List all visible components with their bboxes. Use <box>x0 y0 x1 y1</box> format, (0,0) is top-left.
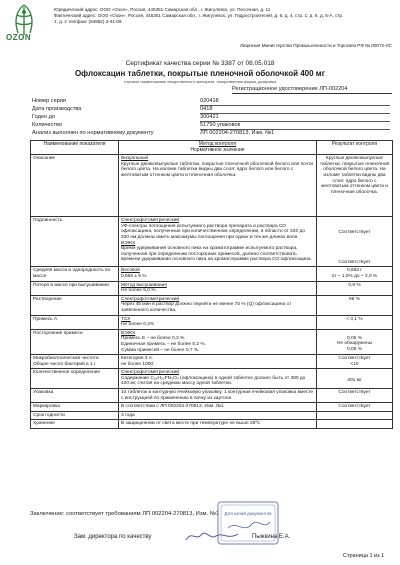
row-result <box>317 369 393 389</box>
row-norm: В соответствии с ЛП 002204-270813, Изм. №1 <box>119 403 317 412</box>
row-name <box>31 355 119 369</box>
row-norm-text: Не более 5,0 %. <box>121 288 157 294</box>
row-method: ВЭЖХ <box>121 240 136 246</box>
header-cell <box>119 141 317 155</box>
result-text: Соответствует <box>338 356 371 362</box>
result-text: от – 1,0% до + 2,0 % <box>331 273 378 279</box>
row-result: Соответствует <box>317 389 393 403</box>
row-result <box>317 329 393 354</box>
table-row <box>31 155 393 217</box>
row-method: Визуальный <box>121 156 149 162</box>
product-subtitle: торговое наименование лекарственного препарата, лекарственная форма, дозировка <box>123 80 277 84</box>
table-row <box>31 329 393 354</box>
result-text: 0,05 % <box>347 346 362 352</box>
row-method: Спектрофотометрический <box>121 218 180 224</box>
row-norm <box>119 217 317 267</box>
header-cell: Результат контроля <box>317 141 393 155</box>
field-label: Годен до <box>32 114 56 120</box>
row-method: ТСХ <box>121 316 131 322</box>
row-name: Количественное определение <box>31 369 119 389</box>
row-norm <box>119 295 317 315</box>
row-norm <box>119 267 317 281</box>
header-norm: Нормативное значение <box>190 146 245 153</box>
field-value: ЛП 002204-270813, Изм. №1 <box>200 130 275 136</box>
address-line: Юридический адрес: ООО «Озон», Россия, 445351 Самарская обл., г. Жигулевск, ул. Песочная, д. 11 <box>54 7 271 12</box>
row-name: Маркировка <box>31 403 119 412</box>
row-method: Метод высушивания <box>121 282 167 288</box>
conclusion: Заключение: соответствует требованиям ЛП 002204-270813, Изм. №1 <box>30 511 220 517</box>
row-name: Примесь А <box>31 315 119 329</box>
result-text: Соответствует <box>338 259 371 265</box>
logo-text: OZON <box>6 33 32 42</box>
row-norm <box>119 155 317 217</box>
field-label: Количество <box>32 122 63 128</box>
license-text: Лицензия Министерства Промышленности и Торговли РФ № 00072-ЛС <box>240 43 392 48</box>
table-row <box>31 295 393 315</box>
row-result <box>317 355 393 369</box>
row-result <box>317 267 393 281</box>
row-name: Описание <box>31 155 119 217</box>
row-norm <box>119 281 317 295</box>
page-number: Страница 1 из 1 <box>343 553 385 559</box>
row-norm: В защищенном от света месте при температуре не выше 25ºС <box>119 420 317 429</box>
table-row <box>31 355 393 369</box>
row-norm-text: Примесь Е – не более 0,3 %. <box>121 336 186 342</box>
row-norm <box>119 355 317 369</box>
address-line: Фактический адрес: ООО «Озон», Россия, 445351 Самарская обл., г. Жигулевск, ул. Гидростроителей, д. 6, д. 4, стр. 1; д. 6, д. 6-А, стр. <box>54 13 344 18</box>
address-line: 1; д. 2 тел/факс (84862) 3-41-09 <box>54 19 122 24</box>
result-text: 401 мг <box>347 378 362 384</box>
row-method: Спектрофотометрический <box>121 296 180 302</box>
row-result: < 0,1 % <box>317 315 393 329</box>
header-method: Метод контроля <box>198 141 237 147</box>
row-norm: 10 таблеток в контурную ячейковую упаковку, 1 контурная ячейковая упаковка вместе с инструкцией по применению в пачку из картона <box>119 389 317 403</box>
row-norm-text: Сумма примесей – не более 0,7 %. <box>121 347 200 353</box>
row-name-text: Общее число бактерий в 1 г <box>33 361 96 367</box>
row-name: Упаковка <box>31 389 119 403</box>
result-text: Соответствует <box>338 230 371 236</box>
table-row <box>31 281 393 295</box>
row-name: Растворение <box>31 295 119 315</box>
row-method: Весовой <box>121 268 140 274</box>
table-row <box>31 420 393 429</box>
table-row <box>31 369 393 389</box>
stamp-text: Для копий документов <box>224 511 272 516</box>
row-norm <box>119 329 317 354</box>
underline <box>200 105 390 106</box>
registration-number: Регистрационное удостоверение ЛП-002204 <box>232 86 348 92</box>
underline <box>200 113 390 114</box>
table-row <box>31 389 393 403</box>
result-text: Не обнаружены <box>336 341 373 347</box>
field-value: 0418 <box>200 106 213 112</box>
result-text: 0,05 % <box>347 335 362 341</box>
quality-table <box>30 140 393 429</box>
row-method: ВЭЖХ <box>121 330 136 336</box>
row-name: Хранение <box>31 420 119 429</box>
row-name: Подлинность <box>31 217 119 267</box>
field-label: Дата производства <box>32 106 82 112</box>
field-value: 020418 <box>200 98 219 104</box>
row-result: 0,8 % <box>317 281 393 295</box>
row-norm-text: 0,665 ± 5 % <box>121 273 147 279</box>
field-value: 51750 упаковок <box>200 122 241 128</box>
row-name: Потеря в массе при высушивании <box>31 281 119 295</box>
underline <box>232 93 392 94</box>
row-norm: 3 года <box>119 411 317 420</box>
row-norm-text: УФ-спектры поглощения испытуемого раствора препарата и раствора СО офлоксацина, полученные при количественном определении, в области от 220 до 330 нм должны иметь максимумы поглощения при одних и тех же длинах волн. <box>121 223 305 240</box>
result-text: 0,662 г <box>346 268 363 274</box>
row-result: Соответствует <box>317 403 393 412</box>
row-norm-text: Круглые двояковыпуклые таблетки, покрытые пленочной оболочкой белого или почти белого цвета. На изломе таблетки видны два слоя: ядро белого или белого с желтоватым оттенком цвета и пленочная оболочка. <box>121 161 314 178</box>
row-norm-text: Единичная примесь – не более 0,2 %. <box>121 341 206 347</box>
row-norm-text: Не более 0,2% <box>121 322 155 328</box>
product-name: Офлоксацин таблетки, покрытые пленочной оболочкой 400 мг <box>74 69 326 78</box>
ozon-logo-icon <box>8 3 40 37</box>
row-norm-text: Через 45 мин в раствор должно перейти не менее 75 % (Q) офлоксацина от заявленного количества. <box>121 302 292 313</box>
row-result: Круглые двояковыпуклые таблетки, покрытые пленочной оболочкой белого цвета. На изломе таблетки видны два слоя: ядро белого с желтоватым оттенком цвета и пленочная оболочка. <box>317 155 393 217</box>
signature-title: Зам. директора по качеству <box>74 534 152 540</box>
table-row <box>31 403 393 412</box>
row-name: Посторонние примеси <box>31 329 119 354</box>
row-result <box>317 411 393 420</box>
field-value: 300421 <box>200 114 219 120</box>
header-cell: Наименование показателя <box>31 141 119 155</box>
signer-name: Пыжкина Е.А. <box>252 534 291 540</box>
row-name: Срок годности <box>31 411 119 420</box>
field-label: Номер серии <box>32 98 67 104</box>
row-norm-text: Содержание C₁₈H₂₀FN₃O₄ (офлоксацина) в одной таблетке должно быть от 380 до 420 мг, считая на среднюю массу одной таблетки. <box>121 375 306 387</box>
row-result: 98 % <box>317 295 393 315</box>
certificate-title: Сертификат качества серии № 3387 от 08.05.018 <box>125 60 275 67</box>
signature-icon <box>182 528 242 544</box>
row-method: Спектрофотометрический <box>121 370 180 376</box>
table-row <box>31 267 393 281</box>
table-row <box>31 315 393 329</box>
row-name-text: Микробиологическая чистота <box>33 356 99 362</box>
row-method: Категория 3 А. <box>121 356 154 362</box>
table-row <box>31 217 393 267</box>
result-text: <10 <box>350 361 359 367</box>
row-norm <box>119 315 317 329</box>
row-norm <box>119 369 317 389</box>
row-name: Средняя масса и однородность по массе <box>31 267 119 281</box>
table-header-row <box>31 141 393 155</box>
company-address <box>54 7 394 25</box>
row-norm-text: Время удерживания основного пика на хроматограмме испытуемого раствора, полученной при определении посторонних примесей, должно соответствовать времени удерживания основного пика на хроматограмме раствора СО офлоксацина. <box>121 246 312 263</box>
table-row <box>31 411 393 420</box>
row-result <box>317 217 393 267</box>
row-method: не более 1000; <box>121 361 155 367</box>
row-result <box>317 420 393 429</box>
field-label: Анализ выполнен по нормативному документу <box>32 130 154 136</box>
